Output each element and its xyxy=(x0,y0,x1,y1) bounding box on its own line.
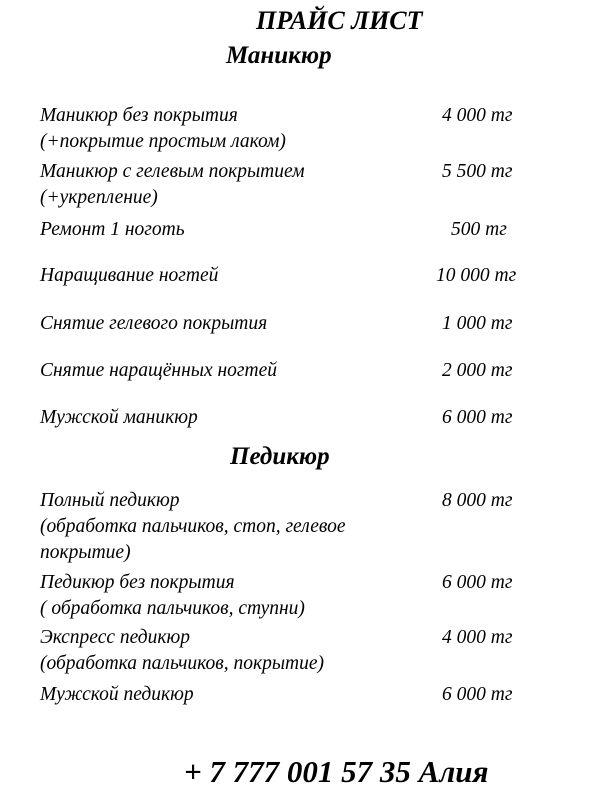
manicure-item-name: Снятие гелевого покрытия xyxy=(40,313,268,334)
manicure-item-price: 2 000 тг xyxy=(442,360,513,381)
manicure-item-name: Снятие наращённых ногтей xyxy=(40,360,278,381)
manicure-item-price: 500 тг xyxy=(451,219,507,240)
manicure-item-name: Мужской маникюр xyxy=(40,407,198,428)
manicure-item-note: (+укрепление) xyxy=(40,187,158,208)
pedicure-item-name: Экспресс педикюр xyxy=(40,627,191,648)
manicure-item-price: 4 000 тг xyxy=(442,105,513,126)
manicure-heading: Маникюр xyxy=(226,42,332,69)
manicure-item-note: (+покрытие простым лаком) xyxy=(40,131,286,152)
pedicure-item-note: ( обработка пальчиков, ступни) xyxy=(40,598,305,619)
manicure-item-price: 6 000 тг xyxy=(442,407,513,428)
pedicure-item-name: Мужской педикюр xyxy=(40,684,194,705)
pedicure-item-price: 6 000 тг xyxy=(442,572,513,593)
manicure-item-name: Маникюр с гелевым покрытием xyxy=(40,161,305,182)
contact-phone: + 7 777 001 57 35 Алия xyxy=(184,754,489,789)
manicure-item-price: 10 000 тг xyxy=(436,265,517,286)
pedicure-item-name: Полный педикюр xyxy=(40,490,180,511)
page-title: ПРАЙС ЛИСТ xyxy=(256,6,423,35)
pedicure-item-note: покрытие) xyxy=(40,542,131,563)
pedicure-item-note: (обработка пальчиков, покрытие) xyxy=(40,653,325,674)
manicure-item-name: Маникюр без покрытия xyxy=(40,105,238,126)
manicure-item-name: Ремонт 1 ноготь xyxy=(40,219,185,240)
manicure-item-price: 5 500 тг xyxy=(442,161,513,182)
manicure-item-price: 1 000 тг xyxy=(442,313,513,334)
pedicure-item-price: 8 000 тг xyxy=(442,490,513,511)
pedicure-heading: Педикюр xyxy=(230,443,330,470)
pedicure-item-price: 6 000 тг xyxy=(442,684,513,705)
pedicure-item-price: 4 000 тг xyxy=(442,627,513,648)
manicure-item-name: Наращивание ногтей xyxy=(40,265,219,286)
pedicure-item-name: Педикюр без покрытия xyxy=(40,572,235,593)
pedicure-item-note: (обработка пальчиков, стоп, гелевое xyxy=(40,516,346,537)
